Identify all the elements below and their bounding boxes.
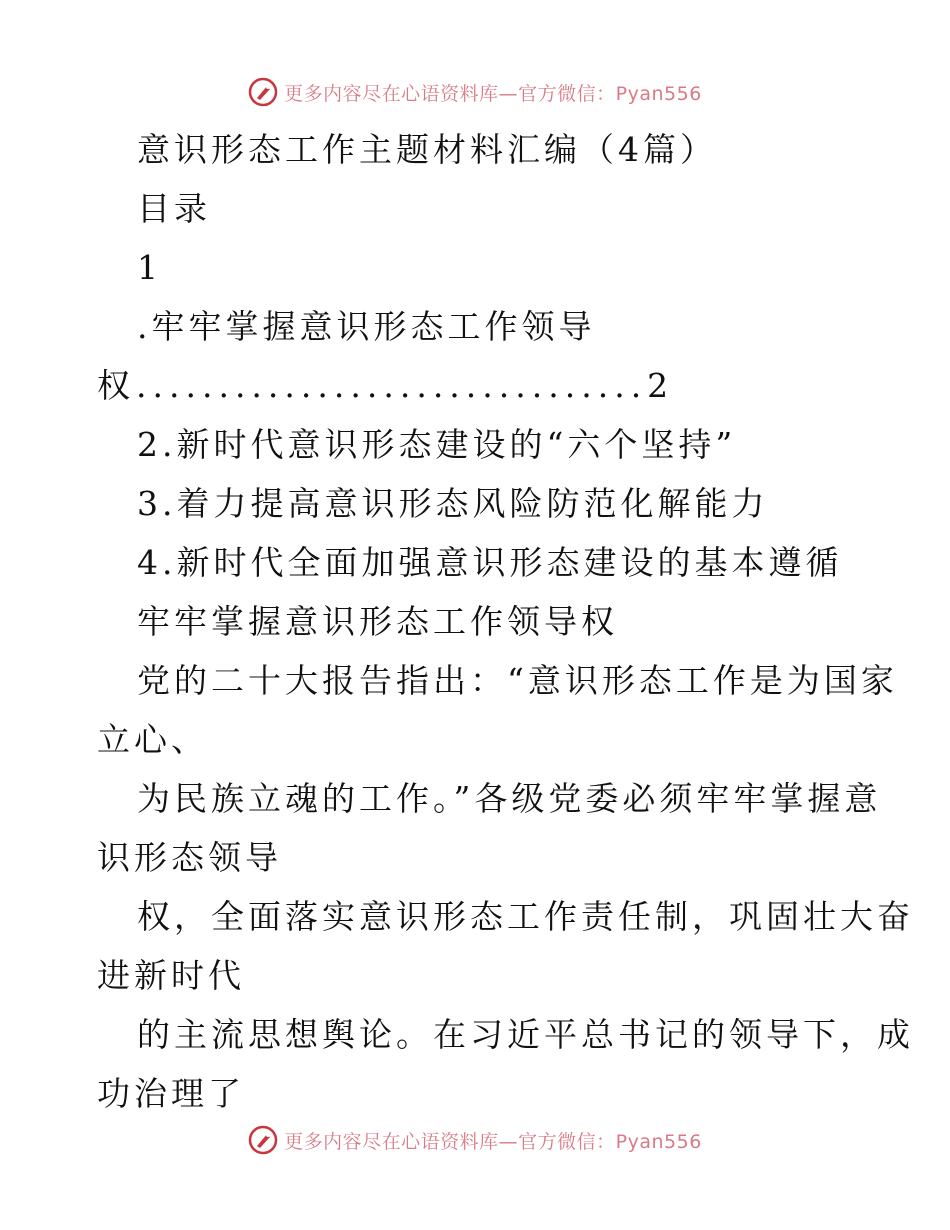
pen-nib-circle-icon <box>248 77 278 107</box>
toc-heading: 目录 <box>137 189 211 228</box>
body-line: 进新时代 <box>97 956 245 995</box>
body-line: 党的二十大报告指出：“意识形态工作是为国家 <box>137 661 898 700</box>
toc-line: 权...............................2 <box>97 366 675 405</box>
body-line: 权，全面落实意识形态工作责任制，巩固壮大奋 <box>137 897 914 936</box>
body-line: 功治理了 <box>97 1074 245 1113</box>
toc-line: 3.着力提高意识形态风险防范化解能力 <box>137 484 769 523</box>
footer-banner <box>0 1120 950 1160</box>
footer-banner-text: 更多内容尽在心语资料库—官方微信：Pyan556 <box>284 1130 702 1153</box>
body-line: 为民族立魂的工作。”各级党委必须牢牢掌握意 <box>137 779 882 818</box>
header-banner <box>0 72 950 112</box>
document-title: 意识形态工作主题材料汇编（4篇） <box>137 130 717 169</box>
document-body <box>97 120 914 1123</box>
toc-line: 4.新时代全面加强意识形态建设的基本遵循 <box>137 543 843 582</box>
header-banner-text: 更多内容尽在心语资料库—官方微信：Pyan556 <box>284 82 702 105</box>
toc-line: 2.新时代意识形态建设的“六个坚持” <box>137 425 737 464</box>
body-line: 立心、 <box>97 720 208 759</box>
pen-nib-circle-icon <box>248 1125 278 1155</box>
body-line: 识形态领导 <box>97 838 282 877</box>
section-heading: 牢牢掌握意识形态工作领导权 <box>137 602 618 641</box>
toc-line: 1 <box>137 248 162 287</box>
toc-line: .牢牢掌握意识形态工作领导 <box>137 307 596 346</box>
body-line: 的主流思想舆论。在习近平总书记的领导下，成 <box>137 1015 914 1054</box>
